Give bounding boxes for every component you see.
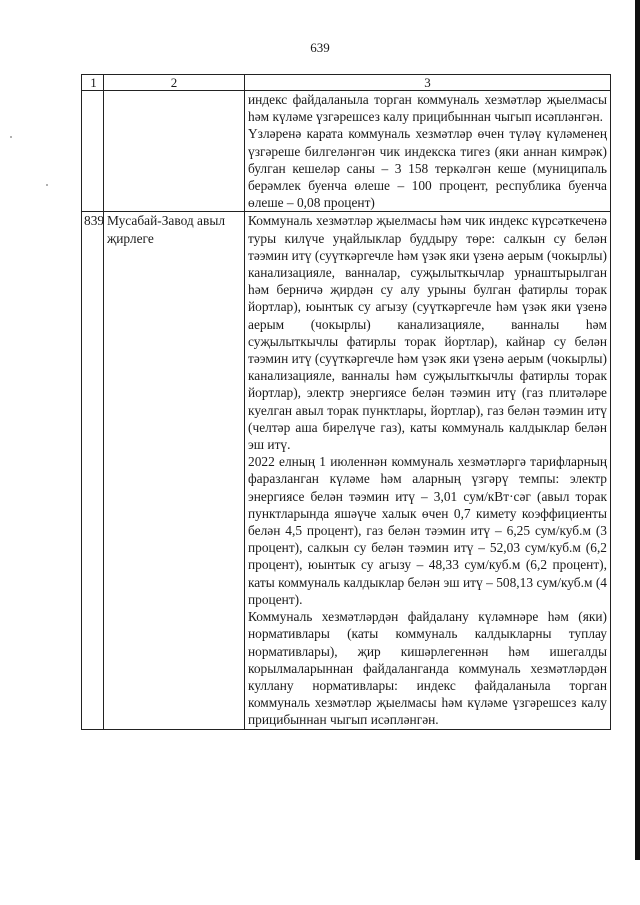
table-header-row xyxy=(82,75,611,91)
page-number: 639 xyxy=(310,40,330,55)
column-header-3: 3 xyxy=(245,75,611,91)
paragraph: 2022 елның 1 июленнән коммуналь хезмәтләргә тарифларның фаразланган күләме һәм аларның үзгәрү темпы: электр энергиясе белән тәэмин итү – 3,01 сум/кВт·сәг (авыл торак пунктларында яшәүче халык өчен 0,7 кимету коэффициенты белән 4,5 процент), газ белән тәэмин итү – 6,25 сум/куб.м (3 процент), салкын су белән тәэмин итү – 52,03 сум/куб.м (6,2 процент), юынтык су агызу – 48,33 сум/куб.м (6,2 процент), каты коммуналь калдыклар белән эш итү – 508,13 сум/куб.м (4 процент). xyxy=(248,454,607,607)
settlement-name xyxy=(104,91,245,212)
paragraph: Коммуналь хезмәтләр җыелмасы һәм чик индекс күрсәткеченә туры килүче уңайлыклар буддыру төре: салкын су белән тәэмин итү (суүткәргечле һәм үзәк яки үзенә аерым (чокырлы) канализацияле, ванналар, суҗылыткычлар урнаштырылган һәм берничә җирдән су алу урыны булган фатирлы торак йортлар), юынтык су агызу (суүткәргечле һәм үзәк яки үзенә аерым (чокырлы) канализацияле, ванналы һәм суҗылыткычлы фатирлы торак йортлар), кайнар су белән тәэмин итү (суүткәргечле һәм үзәк яки үзенә аерым (чокырлы) канализацияле, ванналы һәм суҗылыткычлы фатирлы торак йортлар), электр энергиясе белән тәэмин итү (газ плитәләре куелган авыл торак пунктлары, йортлар), газ белән тәэмин итү (челтәр аша бирелүче газ), каты коммуналь калдыклар белән эш итү. xyxy=(248,213,607,453)
row-description xyxy=(245,91,611,212)
scan-edge-bar xyxy=(635,0,640,860)
scan-speck xyxy=(46,184,48,186)
paragraph: Коммуналь хезмәтләрдән файдалану күләмнәре һәм (яки) нормативлары (каты коммуналь калдыкларны туплау нормативлары), җир кишәрлегеннән һәм ишегалды корылмаларыннан файдаланганда коммуналь хезмәтләрдән куллану нормативлары: индекс файдаланыла торган коммуналь хезмәтләр җыелмасы һәм күләме үзгәрешсез калу прицибыннан чыгып исәпләнгән. xyxy=(248,609,607,728)
table-row xyxy=(82,212,611,729)
row-number xyxy=(82,91,104,212)
document-table xyxy=(81,74,611,730)
settlement-name: Мусабай-Завод авыл җирлеге xyxy=(104,212,245,729)
row-description xyxy=(245,212,611,729)
paragraph: Үзләренә карата коммуналь хезмәтләр өчен түләү күләменең үзгәреше билгеләнгән чик индекска тигез (яки аннан кимрәк) булган кешеләр саны – 3 158 теркәлгән кеше (муниципаль берәмлек буенча өлеше – 100 процент, республика буенча өлеше – 0,08 процент) xyxy=(248,126,607,211)
column-header-2: 2 xyxy=(104,75,245,91)
scan-speck xyxy=(10,136,12,138)
paragraph: индекс файдаланыла торган коммуналь хезмәтләр җыелмасы һәм күләме үзгәрешсез калу прицибыннан чыгып исәпләнгән. xyxy=(248,92,607,125)
column-header-1: 1 xyxy=(82,75,104,91)
table-row xyxy=(82,91,611,212)
row-number: 839 xyxy=(82,212,104,729)
